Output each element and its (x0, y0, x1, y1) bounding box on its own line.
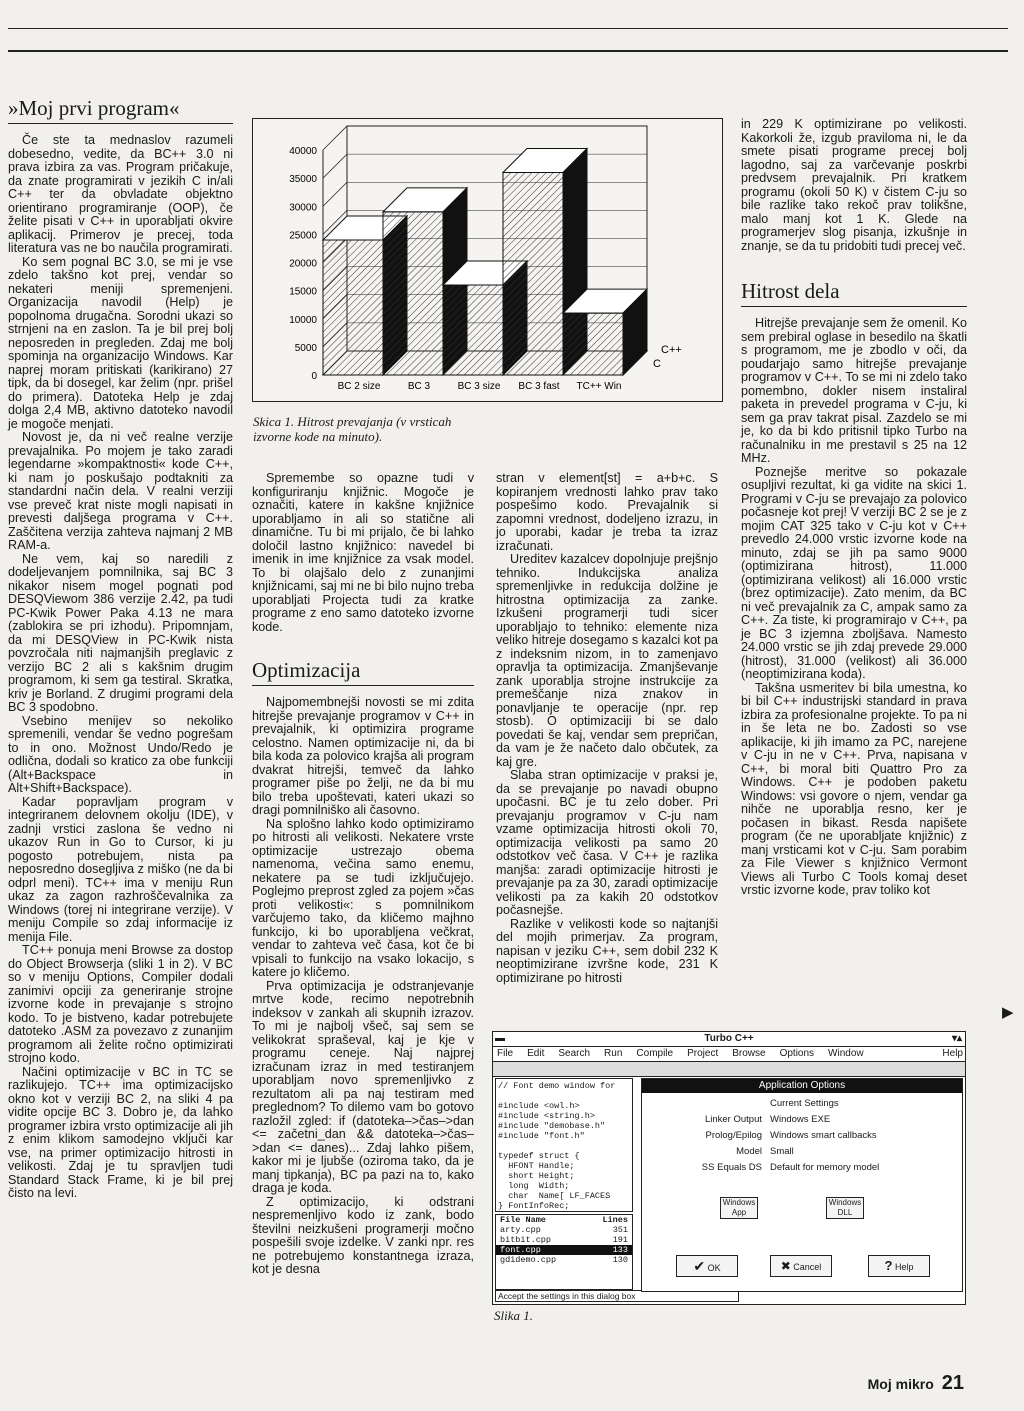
system-menu-icon[interactable]: ▬ (495, 1033, 505, 1044)
file-lines: 351 (612, 1225, 628, 1235)
cancel-label: Cancel (793, 1262, 822, 1272)
section-heading-moj-prvi-program: »Moj prvi program« (8, 96, 233, 124)
paragraph: in 229 K optimizirane po velikosti. Kakorkoli že, izgub praviloma ni, le da smete pisati programe precej bolj lagodno, saj za varčevanje poskrbi predvsem prevajalnik. Pri kratkem programu (okoli 50 K) v čistem C-ju so bile razlike tako rekoč prav tolikšne, malo manj kot 1 K. Glede na programerjev slog pisanja, izkušnje in znanje, se da tu pridobiti tudi precej več. (741, 117, 967, 253)
code-line: #include <owl.h> (498, 1101, 580, 1111)
top-rule-thin (8, 28, 1008, 29)
column-2 (252, 472, 474, 1277)
current-settings-label: Current Settings (770, 1098, 839, 1109)
column-header: Lines (602, 1215, 628, 1225)
file-row[interactable] (496, 1245, 632, 1255)
code-line: #include "font.h" (498, 1131, 585, 1141)
help-label: Help (894, 1262, 914, 1272)
magazine-name: Moj mikro (867, 1376, 934, 1392)
y-tick-label: 30000 (289, 202, 317, 214)
paragraph: Spremembe so opazne tudi v konfiguriranju knjižnic. Mogoče je označiti, katere in kakšne knjižnice uporabljamo in ali so statične ali dinamične. Tu bi mi prijalo, če bi lahko določil lastno knjižnico: navedel bi imenik in ime knjižnice za vsak model. To bi olajšalo delo z zunanjimi knjižnicami, saj mi ne bi bilo nujno treba uporabljati Projecta tudi za kratke programe z eno samo datoteko izvorne kode. (252, 471, 474, 634)
toolbar (493, 1062, 965, 1077)
top-rule-thick (8, 50, 1008, 52)
y-tick-label: 5000 (294, 342, 317, 354)
chart-caption: Skica 1. Hitrost prevajanja (v vrsticah izvorne kode na minuto). (253, 414, 452, 444)
code-line (498, 1091, 630, 1101)
ok-label: OK (707, 1263, 721, 1273)
windows-app-button[interactable]: Windows App (720, 1197, 758, 1219)
column-1-text (8, 134, 233, 1201)
paragraph: Najpomembnejši novosti se mi zdita hitrejše prevajanje programov v C++ in prevajalnik, ki optimizira programe celostno. Namen optimizacije ni, da bi bila koda za polovico krajša ali program dvakrat hitrejši, temveč da lahko programer piše po želji, ne da bi mu bilo treba upoštevati, kateri ukazi so dragi pomnilniško ali časovno. (252, 695, 474, 817)
x-tick-label: BC 3 (407, 381, 431, 392)
option-value[interactable]: Small (770, 1146, 794, 1157)
paragraph: Razlike v velikosti kode so najtanjši del mojih primerjav. Za program, napisan v jeziku C++, sem dobil 232 K neoptimizirane izvršne kode, 231 K optimizirane po hitrosti (496, 916, 718, 985)
dialog-title: Application Options (642, 1079, 962, 1093)
column-1 (8, 96, 233, 1201)
column-4-top-text (741, 118, 967, 253)
menu-item[interactable]: Search (558, 1048, 591, 1059)
section-heading-optimizacija: Optimizacija (252, 658, 474, 686)
windows-dll-button[interactable]: Windows DLL (826, 1197, 864, 1219)
window-titlebar (493, 1032, 965, 1047)
file-name: font.cpp (500, 1245, 541, 1255)
file-list-header (496, 1215, 632, 1225)
page-footer (868, 1372, 964, 1395)
gridline (323, 154, 347, 178)
option-label: SS Equals DS (701, 1162, 762, 1173)
paragraph: Ureditev kazalcev dopolnjuje prejšnjo tehniko. Indukcijska analiza spremenljivke in redukcija dolžine je hitrostna optimizacija za zanke. Izkušeni programerji tudi sicer uporabljajo to tehniko: elemente niza veliko hitreje dosegamo s kazalci kot pa z indeksnim nizom, in to zamenjavo opravlja ta optimizacija. Zmanjševanje zank uporablja strojne instrukcije za premeščanje niza znakov in ponavljanje te operacije (npr. rep stosb). O optimizaciji bi se dalo povedati še kaj, vendar sem prepričan, da vam je že načeto dalo občutek, za kaj gre. (496, 552, 718, 769)
paragraph: Z optimizacijo, ki odstrani nespremenljivo kodo iz zank, bodo številni neizkušeni programerji močno pospešili svoje izdelke. V zanki npr. res ne potrebujemo konstantnega izraza, kot je desna (252, 1194, 474, 1276)
option-value[interactable]: Default for memory model (770, 1162, 880, 1173)
paragraph: stran v element[st] = a+b+c. S kopiranjem vrednosti lahko prav tako pospešimo kodo. Prevajalnik si zapomni vrednost, dodeljeno izrazu, in jo uporabi, kadar je treba ta izraz izračunati. (496, 471, 718, 553)
section-heading-hitrost-dela: Hitrost dela (741, 279, 967, 307)
column-3 (496, 472, 718, 985)
window-title: Turbo C++ (704, 1033, 754, 1044)
paragraph: Ne vem, kaj so naredili z dodeljevanjem pomnilnika, saj BC 3 nikakor nisem mogel pognati pod DESQViewom 386 verzije 2.42, pa tudi PC-Kwik Power Paka 4.13 ne mara (zablokira se pri izhodu). Pripomnjam, da mi DESQView in PC-Kwik nista povzročala niti najmanjših preglavic z verzijo BC 2 ali s kakšnim drugim programom, ki sem ga testiral. Skratka, kriv je Borland. Z drugimi programi dela BC 3 spodobno. (8, 551, 233, 714)
page-number: 21 (941, 1372, 964, 1394)
code-line: } FontInfoRec; (498, 1201, 570, 1211)
code-line: #include <string.h> (498, 1111, 595, 1121)
paragraph: Hitrejše prevajanje sem že omenil. Ko sem prebiral oglase in besedilo na škatli s programom, me je zbodlo v oči, da poudarjajo samo hitrejše prevajanje programov v C++. To se mi ni zdelo tako pomembno, dokler nisem instaliral paketa in prevedel programa v C-ju, ki sem ga prav takrat pisal. Zazdelo se mi je, ko da bi kdo pritisnil tipko Turbo na računalniku in me prestavil s 25 na 12 MHz. (741, 316, 967, 465)
x-tick-label: TC++ Win (576, 381, 622, 392)
code-line: HFONT Handle; (498, 1161, 575, 1171)
paragraph: Načini optimizacije v BC in TC se razlikujejo. TC++ ima optimizacijsko okno kot v verziji BC 2, na sliki 4 pa vidite opcije BC 3. Dobro je, da lahko programer izbira vrsto optimizacije ali jih z enim klikom samodejno vključi kar vse, na primer optimizacijo hitrosti in velikosti. Zdaj je tu spravljen tudi Standard Stack Frame, ki je bil prej čisto na levi. (8, 1064, 233, 1200)
file-name: gdidemo.cpp (500, 1255, 557, 1265)
bar (563, 313, 623, 375)
code-editor[interactable] (495, 1078, 633, 1212)
code-line: // Font demo window for (498, 1081, 616, 1091)
menu-item[interactable]: Run (604, 1048, 623, 1059)
cancel-button[interactable] (770, 1255, 832, 1277)
paragraph: Poznejše meritve so pokazale osupljivi rezultat, ki ga vidite na skici 1. Programi v C-ju se prevajajo za polovico počasneje kot prej! V verziji BC 2 se je z mojim CAT 325 tako v C-ju kot v C++ prevedlo 24.000 vrstic izvorne kode na minuto, zdaj se jih pa samo 9000 (optimizirana hitrost), 11.000 (optimizirana velikost) ali 16.000 vrstic (brez optimizacije). Zato menim, da BC ni več prevajalnik za C, ampak samo za C++. Za tiste, ki programirajo v C++, pa je BC 3 izjemna zboljšava. Namesto 24.000 vrstic se jih zdaj prevede 29.000 (hitrost), 31.000 (velikost) ali 36.000 (neoptimizirana koda). (741, 464, 967, 681)
x-tick-label: BC 3 fast (518, 381, 560, 392)
min-max-icon[interactable]: ▾▴ (951, 1033, 962, 1044)
x-tick-label: BC 2 size (337, 381, 381, 392)
file-list[interactable] (495, 1214, 633, 1290)
option-value[interactable]: Windows smart callbacks (770, 1130, 877, 1141)
menu-item[interactable]: Browse (732, 1048, 766, 1059)
code-line: typedef struct { (498, 1151, 580, 1161)
menu-item[interactable]: Compile (636, 1048, 674, 1059)
x-tick-label: BC 3 size (457, 381, 501, 392)
file-row[interactable] (496, 1235, 632, 1245)
code-line: short Height; (498, 1171, 575, 1181)
menu-item[interactable]: Edit (527, 1048, 545, 1059)
column-4-text (741, 317, 967, 898)
speed-chart (253, 119, 722, 401)
menu-bar (493, 1047, 965, 1062)
application-options-dialog (641, 1078, 963, 1292)
file-name: arty.cpp (500, 1225, 541, 1235)
menu-item[interactable]: Window (828, 1048, 864, 1059)
paragraph: Kadar popravljam program v integriranem delovnem okolju (IDE), v zadnji vrstici zaslona še vedno ni ukazov Run in Go to Cursor, ki ju pogosto potrebujem, nista pa neposredno dosegljiva z miško (ne da bi odprl meni). TC++ ima v meniju Run ukaz za zagon razhroščevalnika za Windows (torej ni integrirane verzije). V meniju Compile so zdaj informacije iz menija File. (8, 794, 233, 944)
menu-item[interactable]: File (497, 1048, 514, 1059)
column-header: File Name (500, 1215, 546, 1225)
series-label-c: C (653, 358, 661, 370)
paragraph: Slaba stran optimizacije v praksi je, da se prevajanje po navadi obupno upočasni. BC je tu zelo dober. Pri prevajanju programov v C-ju nam vzame optimizacija hitrosti okoli 70, optimizacija velikosti pa samo 20 odstotkov več časa. V C++ je razlika manjša: zaradi optimizacije hitrosti je prevajanje pa za 30, zaradi optimizacije velikosti pa za kakih 20 odstotkov počasnejše. (496, 768, 718, 917)
question-icon: ? (884, 1258, 893, 1273)
bar (443, 285, 503, 375)
menu-item[interactable]: Project (687, 1048, 719, 1059)
file-lines: 133 (612, 1245, 628, 1255)
option-label: Linker Output (704, 1114, 762, 1125)
bar (503, 173, 563, 376)
option-label: Prolog/Epilog (705, 1130, 762, 1141)
gridline (323, 182, 347, 206)
option-label: Model (736, 1146, 762, 1157)
chart-frame (252, 118, 723, 402)
file-name: bitbit.cpp (500, 1235, 552, 1245)
menu-item[interactable]: Help (942, 1048, 963, 1059)
ok-button[interactable] (676, 1255, 738, 1277)
file-lines: 130 (612, 1255, 628, 1265)
y-tick-label: 35000 (289, 174, 317, 186)
menu-item[interactable]: Options (779, 1048, 815, 1059)
code-line: char Name[ LF_FACES (498, 1191, 611, 1201)
option-value[interactable]: Windows EXE (770, 1114, 831, 1125)
paragraph: TC++ ponuja meni Browse za dostop do Object Browserja (sliki 1 in 2). V BC so v meniju Options, Compiler dodali zanimivi opciji za generiranje strojne izvorne kode in prevajanje s strojno kodo. To je bistveno, kadar potrebujete datoteko .ASM za povezavo z zunanjim programom ali želite ročno optimizirati strojno kodo. (8, 943, 233, 1065)
cross-icon: ✖ (780, 1259, 791, 1273)
help-button[interactable] (868, 1255, 930, 1277)
series-label-cpp: C++ (661, 344, 682, 356)
code-line: long Width; (498, 1181, 570, 1191)
file-row[interactable] (496, 1255, 632, 1265)
column-4 (741, 118, 967, 898)
paragraph: Na splošno lahko kodo optimiziramo po hitrosti ali velikosti. Nekatere vrste optimizacije ustrezajo obema namenoma, večina samo enemu, nekatere pa se tudi izključujejo. Poglejmo preprost zgled za pojem »čas proti velikosti«: s pomnilnikom varčujemo tako, da kličemo majhno funkcijo, ki bo uporabljena večkrat, vendar to zahteva več časa, kot če bi vpisali to funkcijo na vsako lokacijo, s katere jo kličemo. (252, 816, 474, 979)
y-tick-label: 10000 (289, 314, 317, 326)
paragraph: Če ste ta mednaslov razumeli dobesedno, vedite, da BC++ 3.0 ni prava izbira za vas. Program pričakuje, da znate programirati v jezikih C in/ali C++ ter da obvladate objektno orientirano programiranje (OOP), če želite pisati v C++ in uporabljati okvire aplikacij. Primerov je precej, toda literatura vas ne bo naučila programirati. (8, 133, 233, 255)
bar (383, 212, 443, 375)
code-line: #include "demobase.h" (498, 1121, 606, 1131)
file-row[interactable] (496, 1225, 632, 1235)
paragraph: Prva optimizacija je odstranjevanje mrtve kode, recimo nepotrebnih indeksov v zankah ali skupnih izrazov. To mi je najbolj všeč, saj sem se velikokrat spraševal, kaj je kje v programu ceneje. Naj najprej izračunam izraz in med testiranjem uporabljam novo spremenljivko z rezultatom ali pa naj testiram med preglednom? To dilemo vam bo gotovo razložil zgled: if (datoteka–>čas–>dan <= začetni_dan && datoteka–>čas–>dan <= danes)... Zdaj lahko pišem, kakor mi je ljubše (oziroma tako, da je manj tipkanja), BC pa pazi na to, kako draga je koda. (252, 978, 474, 1195)
paragraph: Novost je, da ni več realne verzije prevajalnika. Po mojem je tako zaradi legendarne »kompaktnosti« kode C++, ki nam jo poskušajo podtakniti za standardni način dela. V realni verziji vse preveč krat niste mogli napisati in prevesti daljšega programa v C++. Zaščitena verzija zahteva najmanj 2 MB RAM-a. (8, 430, 233, 552)
column-2-text (252, 696, 474, 1277)
bar (323, 240, 383, 375)
y-tick-label: 15000 (289, 286, 317, 298)
paragraph: Ko sem pognal BC 3.0, se mi je vse zdelo takšno kot prej, vendar so nekateri meniji spremenjeni. Organizacija navodil (Help) je popolnoma drugačna. Sorodni ukazi so strnjeni na en zaslon. Ta je bil prej bolj neposreden in pregleden. Zdaj me bolj spominja na organizacijo Windows. Kar naprej moram pritiskati (karikirano) 27 tipk, da bi dosegel, kar želim (npr. prišel do primera). Datoteka Help je zdaj dolga 2,4 MB, aktivno datoteko navodil je mogoče menjati. (8, 254, 233, 431)
file-lines: 191 (612, 1235, 628, 1245)
screenshot-caption: Slika 1. (494, 1308, 533, 1323)
continue-arrow-icon: ▶ (1002, 1004, 1014, 1021)
gridline (323, 126, 347, 150)
code-line (498, 1141, 630, 1151)
column-2-top-text (252, 472, 474, 634)
turbo-cpp-screenshot (492, 1031, 966, 1305)
check-icon: ✔ (693, 1258, 706, 1274)
column-3-text (496, 472, 718, 985)
y-tick-label: 25000 (289, 230, 317, 242)
paragraph: Vsebino menijev so nekoliko spremenili, vendar še vedno pogrešam to in ono. Možnost Undo/Redo je odlična, dodali so kratico za obe funkciji (Alt+Backspace in Alt+Shift+Backspace). (8, 713, 233, 795)
y-tick-label: 40000 (289, 146, 317, 157)
paragraph: Takšna usmeritev bi bila umestna, ko bi bil C++ industrijski standard in prava izbira za profesionalne projekte. To pa ni in še leta ne bo. Zadosti so vse aplikacije, ki jih imamo za PC, narejene v C-ju in ne v C++. Prva, napisana v C++, bi moral biti Quattro Pro za Windows. C++ je podoben paketu Windows: vsi govore o njem, vendar ga nihče ne uporablja resno, ker je počasen in bikast. Resda napišete program (če ne uporabljate knjižnic) z manj vrsticami kot v C-ju. Sam porabim za File Viewer s knjižnico Vermont Views ali Turbo C Tools komaj deset vrstic izvorne kode, prav toliko kot (741, 680, 967, 897)
y-tick-label: 0 (311, 371, 317, 382)
y-tick-label: 20000 (289, 258, 317, 270)
status-bar: Accept the settings in this dialog box (495, 1290, 739, 1302)
